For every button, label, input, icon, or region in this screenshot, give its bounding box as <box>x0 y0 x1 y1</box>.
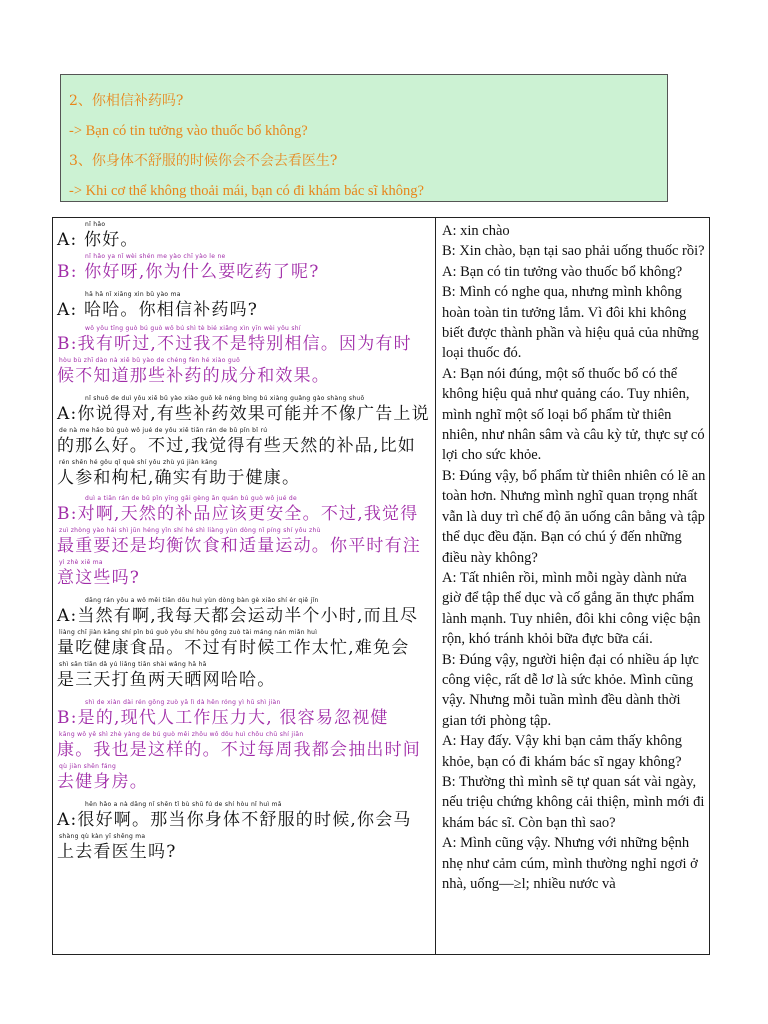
pinyin-annotation: qù jiàn shēn fáng <box>59 763 117 770</box>
hanzi-text: A:很好啊。那当你身体不舒服的时候,你会马 <box>57 810 412 830</box>
dialogue-turn <box>57 220 431 252</box>
dialogue-line <box>57 290 431 322</box>
hanzi-text: 康。我也是这样的。不过每周我都会抽出时间 <box>57 740 421 760</box>
pinyin-annotation: shì de xiàn dài rén gōng zuò yā lì dà hěn róng yì hū shì jiàn <box>85 699 281 706</box>
translation-line: A: Bạn nói đúng, một số thuốc bổ có thể không hiệu quả như quảng cáo. Tuy nhiên, mình nghĩ một số loại bổ phẩm từ thiên nhiên, như nhân sâm và câu kỳ tử, thực sự có lợi cho sức khỏe. <box>442 365 705 464</box>
pinyin-annotation: hā hā nǐ xiāng xìn bǔ yào ma <box>85 291 181 298</box>
hanzi-text: 人参和枸杞,确实有助于健康。 <box>57 468 301 488</box>
dialogue-line <box>57 660 431 692</box>
translation-line: A: Hay đấy. Vậy khi bạn cảm thấy không khỏe, bạn có đi khám bác sĩ ngay không? <box>442 733 683 770</box>
pinyin-annotation: zuì zhòng yào hái shì jūn héng yǐn shí hé shì liàng yùn dòng nǐ píng shí yǒu zhù <box>59 527 321 534</box>
dialogue-line <box>57 762 431 794</box>
translation-line: A: Tất nhiên rồi, mình mỗi ngày dành nửa giờ để tập thể dục và cố gắng ăn thực phẩm lành mạnh. Tuy nhiên, đôi khi công việc bận rộn, khó tránh khỏi bữa đực bữa cái. <box>442 569 701 648</box>
question-2-vi: -> Bạn có tin tưởng vào thuốc bổ không? <box>69 123 308 139</box>
pinyin-annotation: duì a tiān rán de bǔ pǐn yīng gāi gèng ān quán bú guò wǒ jué de <box>85 495 298 502</box>
dialogue-line <box>57 220 431 252</box>
dialogue-table <box>52 217 710 955</box>
dialogue-line <box>57 494 431 526</box>
pinyin-annotation: nǐ hǎo ya nǐ wèi shén me yào chī yào le ne <box>85 253 226 260</box>
dialogue-line <box>57 526 431 558</box>
dialogue-line <box>57 596 431 628</box>
dialogue-turn <box>57 698 431 794</box>
hanzi-text: 意这些吗? <box>57 568 141 588</box>
question-box <box>60 74 668 202</box>
chinese-column <box>57 218 431 864</box>
pinyin-annotation: rén shēn hé gǒu qǐ què shí yǒu zhù yú jiàn kāng <box>59 459 218 466</box>
hanzi-text: A: 哈哈。你相信补药吗? <box>57 300 259 320</box>
hanzi-text: 上去看医生吗? <box>57 842 177 862</box>
dialogue-line <box>57 730 431 762</box>
pinyin-annotation: wǒ yǒu tīng guò bú guò wǒ bú shì tè bié xiāng xìn yīn wèi yǒu shí <box>85 325 301 332</box>
hanzi-text: A:当然有啊,我每天都会运动半个小时,而且尽 <box>57 606 419 626</box>
column-divider <box>435 218 436 954</box>
translation-line: A: xin chào <box>442 223 510 239</box>
translation-line: B: Đúng vậy, bổ phẩm từ thiên nhiên có lẽ an toàn hơn. Nhưng mình nghĩ quan trọng nhất vẫn là duy trì chế độ ăn uống cân bằng và tập thể dục đều đặn. Bạn có chú ý đến những điều này không? <box>442 467 706 566</box>
dialogue-turn <box>57 800 431 864</box>
pinyin-annotation: de nà me hǎo bú guò wǒ jué de yǒu xiē tiān rán de bǔ pǐn bǐ rú <box>59 427 268 434</box>
translation-line: B: Mình có nghe qua, nhưng mình không hoàn toàn tin tưởng lắm. Vì đôi khi không biết được thành phần và hiệu quả của những loại thuốc đó. <box>442 284 699 362</box>
dialogue-turn <box>57 494 431 590</box>
dialogue-line <box>57 458 431 490</box>
hanzi-text: A:你说得对,有些补药效果可能并不像广告上说 <box>57 404 430 424</box>
translation-line: B: Đúng vậy, người hiện đại có nhiều áp lực công việc, rất dễ lơ là sức khỏe. Mình cũng vậy. Nhưng mỗi tuần mình đều dành thời gian tới phòng tập. <box>442 651 699 729</box>
hanzi-text: 量吃健康食品。不过有时候工作太忙,难免会 <box>57 638 410 658</box>
translation-line: A: Bạn có tin tưởng vào thuốc bổ không? <box>442 263 683 280</box>
question-3-zh: 3、你身体不舒服的时候你会不会去看医生? <box>69 153 338 169</box>
dialogue-line <box>57 628 431 660</box>
hanzi-text: B:我有听过,不过我不是特别相信。因为有时 <box>57 334 412 354</box>
dialogue-turn <box>57 596 431 692</box>
translation-line: B: Xin chào, bạn tại sao phải uống thuốc rồi? <box>442 243 705 260</box>
hanzi-text: 的那么好。不过,我觉得有些天然的补品,比如 <box>57 436 417 456</box>
pinyin-annotation: liàng chī jiàn kāng shí pǐn bú guò yǒu shí hòu gōng zuò tài máng nán miǎn huì <box>59 629 318 636</box>
hanzi-text: B:是的,现代人工作压力大, 很容易忽视健 <box>57 708 389 728</box>
dialogue-turn <box>57 290 431 322</box>
pinyin-annotation: shì sān tiān dǎ yú liǎng tiān shài wǎng hā hā <box>59 661 207 668</box>
pinyin-annotation: yì zhè xiē ma <box>59 559 103 566</box>
hanzi-text: 去健身房。 <box>57 772 148 792</box>
dialogue-line <box>57 832 431 864</box>
question-3-vi: -> Khi cơ thể không thoải mái, bạn có đi khám bác sĩ không? <box>69 183 424 199</box>
dialogue-line <box>57 252 431 284</box>
dialogue-turn <box>57 252 431 284</box>
pinyin-annotation: kāng wǒ yě shì zhè yàng de bú guò měi zhōu wǒ dōu huì chōu chū shí jiān <box>59 731 304 738</box>
translation-line: A: Mình cũng vậy. Nhưng với những bệnh nhẹ như cảm cúm, mình thường nghỉ ngơi ở nhà, uống—≥l; nhiều nước và <box>442 835 698 892</box>
dialogue-line <box>57 698 431 730</box>
pinyin-annotation: nǐ hǎo <box>85 221 106 228</box>
dialogue-line <box>57 356 431 388</box>
dialogue-line <box>57 800 431 832</box>
dialogue-turn <box>57 394 431 490</box>
translation-line: B: Thường thì mình sẽ tự quan sát vài ngày, nếu triệu chứng không cải thiện, mình mới đi khám bác sĩ. Còn bạn thì sao? <box>442 773 705 831</box>
dialogue-line <box>57 558 431 590</box>
hanzi-text: A: 你好。 <box>57 230 139 250</box>
dialogue-line <box>57 394 431 426</box>
pinyin-annotation: nǐ shuō de duì yǒu xiē bǔ yào xiào guǒ kě néng bìng bú xiàng guǎng gào shàng shuō <box>85 395 365 402</box>
dialogue-turn <box>57 324 431 388</box>
hanzi-text: B: 你好呀,你为什么要吃药了呢? <box>57 262 320 282</box>
pinyin-annotation: shàng qù kàn yī shēng ma <box>59 833 146 840</box>
dialogue-line <box>57 426 431 458</box>
hanzi-text: 候不知道那些补药的成分和效果。 <box>57 366 330 386</box>
hanzi-text: B:对啊,天然的补品应该更安全。不过,我觉得 <box>57 504 419 524</box>
question-2-zh: 2、你相信补药吗? <box>69 93 184 109</box>
hanzi-text: 最重要还是均衡饮食和适量运动。你平时有注 <box>57 536 421 556</box>
vietnamese-column <box>442 221 707 894</box>
pinyin-annotation: dāng rán yǒu a wǒ měi tiān dōu huì yùn dòng bàn gè xiǎo shí ér qiě jǐn <box>85 597 319 604</box>
dialogue-line <box>57 324 431 356</box>
pinyin-annotation: hěn hǎo a nà dāng nǐ shēn tǐ bù shū fú de shí hòu nǐ huì mǎ <box>85 801 282 808</box>
hanzi-text: 是三天打鱼两天晒网哈哈。 <box>57 670 276 690</box>
pinyin-annotation: hòu bù zhī dào nà xiē bǔ yào de chéng fèn hé xiào guǒ <box>59 357 241 364</box>
